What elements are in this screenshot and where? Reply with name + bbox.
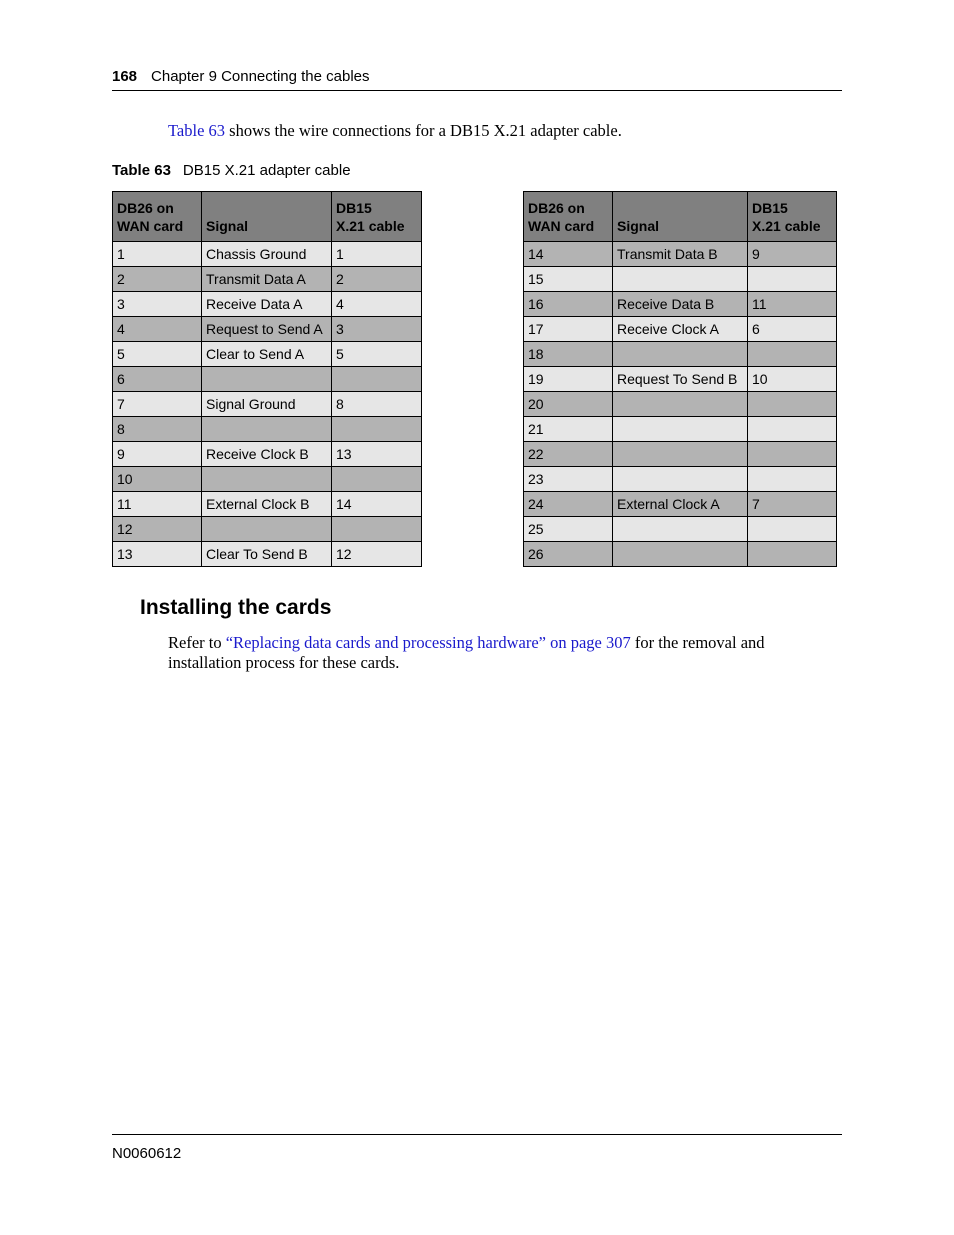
column-header-signal: Signal	[613, 192, 748, 242]
db26-pin-cell: 20	[524, 392, 613, 417]
table-row	[524, 367, 837, 392]
column-header-db26: DB26 on WAN card	[113, 192, 202, 242]
table-row	[113, 367, 422, 392]
signal-cell: Transmit Data A	[202, 267, 332, 292]
table-row	[113, 292, 422, 317]
pin-table-right	[523, 191, 837, 567]
db26-pin-cell: 7	[113, 392, 202, 417]
db15-pin-cell: 8	[332, 392, 422, 417]
signal-cell	[202, 517, 332, 542]
db26-pin-cell: 23	[524, 467, 613, 492]
db26-pin-cell: 24	[524, 492, 613, 517]
table-row	[524, 317, 837, 342]
db15-pin-cell	[748, 417, 837, 442]
db15-pin-cell: 4	[332, 292, 422, 317]
db15-pin-cell	[748, 517, 837, 542]
table-row	[524, 242, 837, 267]
signal-cell: Request To Send B	[613, 367, 748, 392]
db26-pin-cell: 19	[524, 367, 613, 392]
db15-pin-cell	[748, 267, 837, 292]
signal-cell	[613, 442, 748, 467]
signal-cell: Receive Data A	[202, 292, 332, 317]
table-row	[524, 542, 837, 567]
table-row	[113, 267, 422, 292]
table-row	[524, 492, 837, 517]
db26-pin-cell: 5	[113, 342, 202, 367]
db15-pin-cell: 9	[748, 242, 837, 267]
db26-pin-cell: 6	[113, 367, 202, 392]
table-link[interactable]: Table 63	[168, 121, 226, 140]
table-row	[524, 417, 837, 442]
db15-pin-cell: 10	[748, 367, 837, 392]
db26-pin-cell: 22	[524, 442, 613, 467]
db15-pin-cell: 1	[332, 242, 422, 267]
db26-pin-cell: 26	[524, 542, 613, 567]
pin-table-left	[112, 191, 422, 567]
intro-paragraph	[168, 121, 622, 141]
cross-reference-link[interactable]: “Replacing data cards and processing hardware” on page 307	[225, 633, 631, 652]
table-row	[113, 442, 422, 467]
db26-pin-cell: 25	[524, 517, 613, 542]
column-header-signal: Signal	[202, 192, 332, 242]
running-header	[112, 68, 842, 91]
db26-pin-cell: 14	[524, 242, 613, 267]
db26-pin-cell: 11	[113, 492, 202, 517]
db15-pin-cell	[332, 467, 422, 492]
signal-cell	[613, 342, 748, 367]
signal-cell	[613, 517, 748, 542]
db26-pin-cell: 8	[113, 417, 202, 442]
db15-pin-cell: 11	[748, 292, 837, 317]
table-row	[113, 542, 422, 567]
table-row	[113, 467, 422, 492]
db15-pin-cell: 3	[332, 317, 422, 342]
table-row	[113, 342, 422, 367]
signal-cell	[202, 467, 332, 492]
db15-pin-cell	[748, 342, 837, 367]
document-id: N0060612	[112, 1145, 182, 1162]
signal-cell	[613, 542, 748, 567]
db26-pin-cell: 12	[113, 517, 202, 542]
signal-cell: Request to Send A	[202, 317, 332, 342]
db15-pin-cell	[332, 517, 422, 542]
db15-pin-cell: 2	[332, 267, 422, 292]
db26-pin-cell: 15	[524, 267, 613, 292]
signal-cell: Clear to Send A	[202, 342, 332, 367]
signal-cell: Clear To Send B	[202, 542, 332, 567]
db26-pin-cell: 9	[113, 442, 202, 467]
db26-pin-cell: 2	[113, 267, 202, 292]
db15-pin-cell: 12	[332, 542, 422, 567]
section-paragraph: Refer to “Replacing data cards and processing hardware” on page 307 for the removal and installation process for these cards.	[168, 633, 765, 672]
table-row	[113, 392, 422, 417]
column-header-db15: DB15 X.21 cable	[332, 192, 422, 242]
db15-pin-cell: 13	[332, 442, 422, 467]
db15-pin-cell: 14	[332, 492, 422, 517]
db26-pin-cell: 21	[524, 417, 613, 442]
db15-pin-cell	[748, 392, 837, 417]
intro-text: shows the wire connections for a DB15 X.21 adapter cable.	[225, 121, 622, 140]
table-row	[524, 467, 837, 492]
table-row	[113, 317, 422, 342]
signal-cell: Receive Clock B	[202, 442, 332, 467]
signal-cell	[613, 267, 748, 292]
table-row	[524, 267, 837, 292]
db15-pin-cell: 6	[748, 317, 837, 342]
column-header-db26: DB26 on WAN card	[524, 192, 613, 242]
signal-cell: Receive Clock A	[613, 317, 748, 342]
page-number: 168	[112, 68, 138, 85]
signal-cell: External Clock A	[613, 492, 748, 517]
db15-pin-cell: 7	[748, 492, 837, 517]
db26-pin-cell: 3	[113, 292, 202, 317]
column-header-db15: DB15 X.21 cable	[748, 192, 837, 242]
db26-pin-cell: 4	[113, 317, 202, 342]
table-row	[524, 517, 837, 542]
table-row	[113, 242, 422, 267]
chapter-title: Chapter 9 Connecting the cables	[151, 68, 370, 85]
db15-pin-cell	[748, 442, 837, 467]
db26-pin-cell: 10	[113, 467, 202, 492]
caption-label: Table 63	[112, 162, 171, 179]
db26-pin-cell: 18	[524, 342, 613, 367]
signal-cell: Chassis Ground	[202, 242, 332, 267]
table-row	[524, 292, 837, 317]
signal-cell: Signal Ground	[202, 392, 332, 417]
table-row	[113, 492, 422, 517]
table-caption	[112, 162, 351, 179]
signal-cell	[202, 417, 332, 442]
db15-pin-cell	[748, 542, 837, 567]
page-footer	[112, 1134, 842, 1162]
section-heading: Installing the cards	[140, 596, 332, 619]
signal-cell	[613, 467, 748, 492]
table-row	[524, 392, 837, 417]
signal-cell	[202, 367, 332, 392]
db15-pin-cell	[332, 367, 422, 392]
caption-title: DB15 X.21 adapter cable	[182, 162, 351, 179]
table-row	[524, 342, 837, 367]
signal-cell	[613, 417, 748, 442]
db15-pin-cell	[748, 467, 837, 492]
signal-cell	[613, 392, 748, 417]
db26-pin-cell: 16	[524, 292, 613, 317]
db26-pin-cell: 17	[524, 317, 613, 342]
signal-cell: External Clock B	[202, 492, 332, 517]
signal-cell: Transmit Data B	[613, 242, 748, 267]
db26-pin-cell: 13	[113, 542, 202, 567]
db26-pin-cell: 1	[113, 242, 202, 267]
table-row	[113, 517, 422, 542]
db15-pin-cell	[332, 417, 422, 442]
db15-pin-cell: 5	[332, 342, 422, 367]
signal-cell: Receive Data B	[613, 292, 748, 317]
table-row	[113, 417, 422, 442]
table-row	[524, 442, 837, 467]
